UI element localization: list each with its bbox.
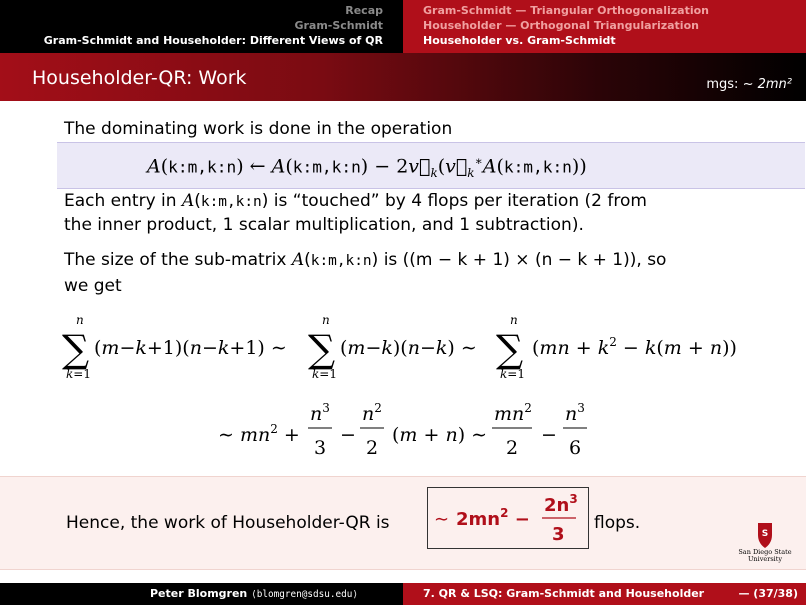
conclusion-text: Hence, the work of Householder-QR is — [66, 513, 390, 533]
svg-text:2n3: $2n^3$ — [544, 492, 578, 516]
conclusion-box — [0, 476, 806, 570]
nav-link-recap[interactable]: Recap — [345, 4, 383, 17]
nav-link-householder-orthogonal[interactable]: Householder — Orthogonal Triangularization — [423, 19, 699, 32]
svg-text:n3: $n^3$ — [310, 401, 330, 425]
svg-text:∑: ∑ — [308, 327, 336, 371]
sum-equation — [0, 308, 806, 388]
mgs-label: mgs: — [706, 77, 739, 92]
university-logo — [728, 521, 803, 563]
svg-text:∼: ∼ — [434, 509, 450, 530]
svg-text:(m−k+1)(n−k+1) ∼: (m−k+1)(n−k+1) ∼ — [94, 337, 287, 359]
svg-text:n: n — [510, 313, 518, 327]
footer — [0, 583, 806, 605]
svg-text:∑: ∑ — [62, 327, 90, 371]
svg-text:∑: ∑ — [496, 327, 524, 371]
footer-author-section — [0, 583, 403, 605]
mgs-formula: ~ 2mn² — [742, 77, 792, 92]
logo-line1: San Diego State — [738, 548, 792, 556]
svg-text:2mn2 −: $2mn^2$ − — [456, 506, 530, 530]
svg-text:n2: $n^2$ — [362, 401, 382, 425]
mgs-note — [706, 77, 792, 92]
svg-text:n3: $n^3$ — [565, 401, 585, 425]
svg-text:3: 3 — [314, 437, 327, 459]
logo-line2: University — [747, 555, 783, 563]
paragraph-size-line2: we get — [64, 276, 122, 296]
top-navigation — [0, 0, 806, 53]
paragraph-touched-line1: Each entry in A(k:m,k:n) is “touched” by 4 flops per iteration (2 from — [64, 191, 647, 211]
nav-link-current-subsection[interactable]: Householder vs. Gram-Schmidt — [423, 34, 616, 47]
frame-title: Householder-QR: Work — [32, 67, 247, 89]
svg-text:n: n — [322, 313, 330, 327]
result-box — [427, 487, 589, 549]
sdsu-logo-icon — [728, 521, 803, 563]
footer-page-number: — (37/38) — [738, 587, 798, 600]
svg-text:S: S — [761, 529, 769, 539]
nav-link-gs-triangular[interactable]: Gram-Schmidt — Triangular Orthogonalization — [423, 4, 709, 17]
svg-text:n: n — [76, 313, 84, 327]
svg-text:2: 2 — [506, 437, 519, 459]
svg-text:k=1: k=1 — [500, 367, 525, 381]
svg-text:k=1: k=1 — [66, 367, 91, 381]
svg-text:mn2: $mn^2$ — [494, 401, 532, 425]
operation-equation: A(k:m,k:n) ← A(k:m,k:n) − $2v⃗_k(v⃗_k^∗A(k:m,k:n))$ — [147, 154, 587, 181]
svg-text:−: − — [340, 424, 356, 446]
svg-text:∼ mn2 +: ∼ $mn^2$ + — [218, 422, 300, 446]
footer-section-title[interactable]: 7. QR & LSQ: Gram-Schmidt and Householder — [423, 587, 705, 600]
result-formula — [428, 488, 588, 548]
nav-subsections — [403, 0, 806, 53]
footer-title-section — [403, 583, 806, 605]
nav-sections — [0, 0, 403, 53]
svg-text:k=1: k=1 — [312, 367, 337, 381]
svg-text:3: 3 — [552, 524, 565, 545]
svg-text:2: 2 — [366, 437, 379, 459]
paragraph-touched-line2: the inner product, 1 scalar multiplication, and 1 subtraction). — [64, 215, 584, 235]
svg-text:(mn + k2 − k(m + n)): $(mn + k^2 - k(m + n))$ — [532, 335, 737, 359]
footer-author: Peter Blomgren ⟨blomgren@sdsu.edu⟩ — [150, 587, 358, 600]
nav-link-gram-schmidt[interactable]: Gram-Schmidt — [294, 19, 383, 32]
operation-equation-box — [57, 142, 805, 189]
frame-title-bar — [0, 53, 806, 101]
flops-unit: flops. — [594, 513, 641, 533]
svg-text:6: 6 — [569, 437, 582, 459]
paragraph-size-line1: The size of the sub-matrix A(k:m,k:n) is ((m − k + 1) × (n − k + 1)), so — [64, 250, 667, 270]
approx-equation — [0, 398, 806, 462]
svg-text:(m + n) ∼: (m + n) ∼ — [392, 424, 488, 446]
svg-text:(m−k)(n−k) ∼: (m−k)(n−k) ∼ — [340, 337, 477, 359]
nav-link-current-section[interactable]: Gram-Schmidt and Householder: Different Views of QR — [43, 34, 383, 47]
svg-text:−: − — [541, 424, 557, 446]
intro-text: The dominating work is done in the operation — [64, 119, 453, 139]
